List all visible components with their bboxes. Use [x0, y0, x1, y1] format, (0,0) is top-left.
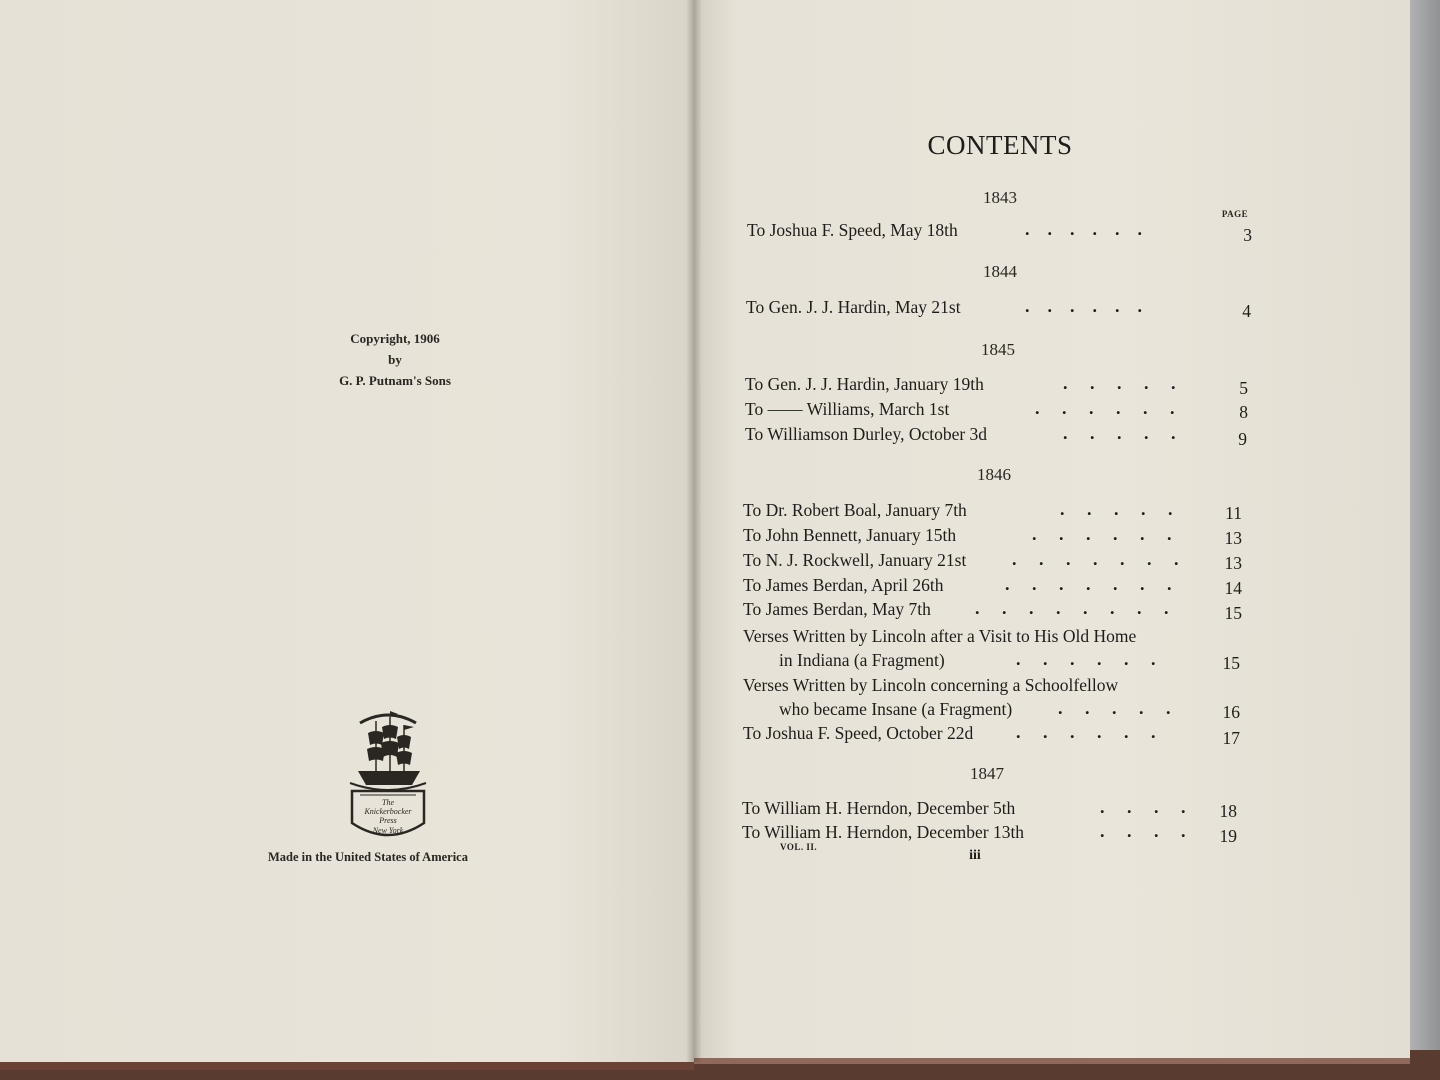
toc-page-number: 9: [1238, 429, 1247, 449]
toc-entry: Verses Written by Lincoln after a Visit to His Old Home: [743, 626, 1137, 646]
toc-page-number: 4: [1242, 301, 1251, 321]
leader-dots: . . . . . . .: [1012, 549, 1179, 569]
toc-page-number: 11: [1225, 503, 1242, 523]
leader-dots: . . . . .: [1063, 423, 1176, 443]
volume-signature: VOL. II.: [780, 842, 818, 852]
year-heading: 1844: [983, 262, 1017, 281]
toc-entry: Verses Written by Lincoln concerning a Schoolfellow: [743, 675, 1119, 695]
year-heading: 1847: [970, 764, 1004, 783]
year-heading: 1843: [983, 188, 1017, 207]
leader-dots: . . . . . .: [1032, 524, 1172, 544]
leader-dots: . . . . .: [1063, 373, 1176, 393]
toc-page-number: 15: [1224, 603, 1242, 623]
toc-page-number: 19: [1219, 826, 1237, 846]
leader-dots: . . . . . .: [1016, 722, 1156, 742]
page-column-header: PAGE: [1221, 209, 1249, 219]
toc-entry: To Joshua F. Speed, October 22d: [743, 723, 974, 743]
leader-dots: . . . . . .: [1035, 398, 1175, 418]
contents-title: CONTENTS: [927, 130, 1073, 160]
page-folio: iii: [969, 848, 981, 863]
copyright-line: Copyright, 1906: [350, 331, 440, 346]
toc-page-number: 5: [1239, 378, 1248, 398]
toc-entry: To Joshua F. Speed, May 18th: [747, 220, 958, 240]
toc-page-number: 3: [1243, 225, 1252, 245]
leader-dots: . . . . . .: [1016, 649, 1156, 669]
toc-entry: To William H. Herndon, December 13th: [742, 822, 1025, 842]
svg-text:Press: Press: [379, 816, 397, 825]
toc-entry: To Williamson Durley, October 3d: [745, 424, 988, 444]
copyright-block: [300, 328, 490, 391]
made-in-usa-line: Made in the United States of America: [268, 850, 468, 864]
toc-page-number: 15: [1222, 653, 1240, 673]
leader-dots: . . . . . . .: [1005, 574, 1172, 594]
left-page: [0, 0, 694, 1070]
toc-entry: To N. J. Rockwell, January 21st: [743, 550, 967, 570]
copyright-line: G. P. Putnam's Sons: [339, 373, 451, 388]
leader-dots: . . . . .: [1060, 499, 1173, 519]
leader-dots: . . . . . .: [1025, 296, 1142, 316]
toc-page-number: 14: [1224, 578, 1242, 598]
toc-page-number: 8: [1239, 402, 1248, 422]
svg-text:New York: New York: [372, 826, 404, 835]
toc-entry: To Gen. J. J. Hardin, January 19th: [745, 374, 984, 394]
leader-dots: . . . . . . . .: [975, 598, 1169, 618]
toc-page-number: 18: [1219, 801, 1237, 821]
toc-page-number: 17: [1222, 728, 1240, 748]
leader-dots: . . . .: [1100, 821, 1186, 841]
toc-entry: To William H. Herndon, December 5th: [742, 798, 1016, 818]
leader-dots: . . . .: [1100, 797, 1186, 817]
toc-page-number: 13: [1224, 528, 1242, 548]
toc-entry: To James Berdan, April 26th: [743, 575, 944, 595]
year-heading: 1845: [981, 340, 1015, 359]
toc-entry: To Gen. J. J. Hardin, May 21st: [746, 297, 961, 317]
leader-dots: . . . . . .: [1025, 219, 1142, 239]
toc-page-number: 13: [1224, 553, 1242, 573]
leader-dots: . . . . .: [1058, 698, 1171, 718]
toc-entry: To —— Williams, March 1st: [745, 399, 950, 419]
toc-entry: To Dr. Robert Boal, January 7th: [743, 500, 967, 520]
knickerbocker-press-ship-emblem-icon: [340, 705, 436, 850]
book-gutter: [686, 0, 702, 1062]
toc-page-number: 16: [1222, 702, 1240, 722]
toc-entry-continuation: in Indiana (a Fragment): [779, 650, 945, 670]
copyright-line: by: [388, 352, 402, 367]
toc-entry: To James Berdan, May 7th: [743, 599, 931, 619]
year-heading: 1846: [977, 465, 1011, 484]
toc-entry: To John Bennett, January 15th: [743, 525, 957, 545]
toc-entry-continuation: who became Insane (a Fragment): [779, 699, 1013, 719]
svg-text:The: The: [382, 798, 394, 807]
svg-text:Knickerbocker: Knickerbocker: [364, 807, 412, 816]
